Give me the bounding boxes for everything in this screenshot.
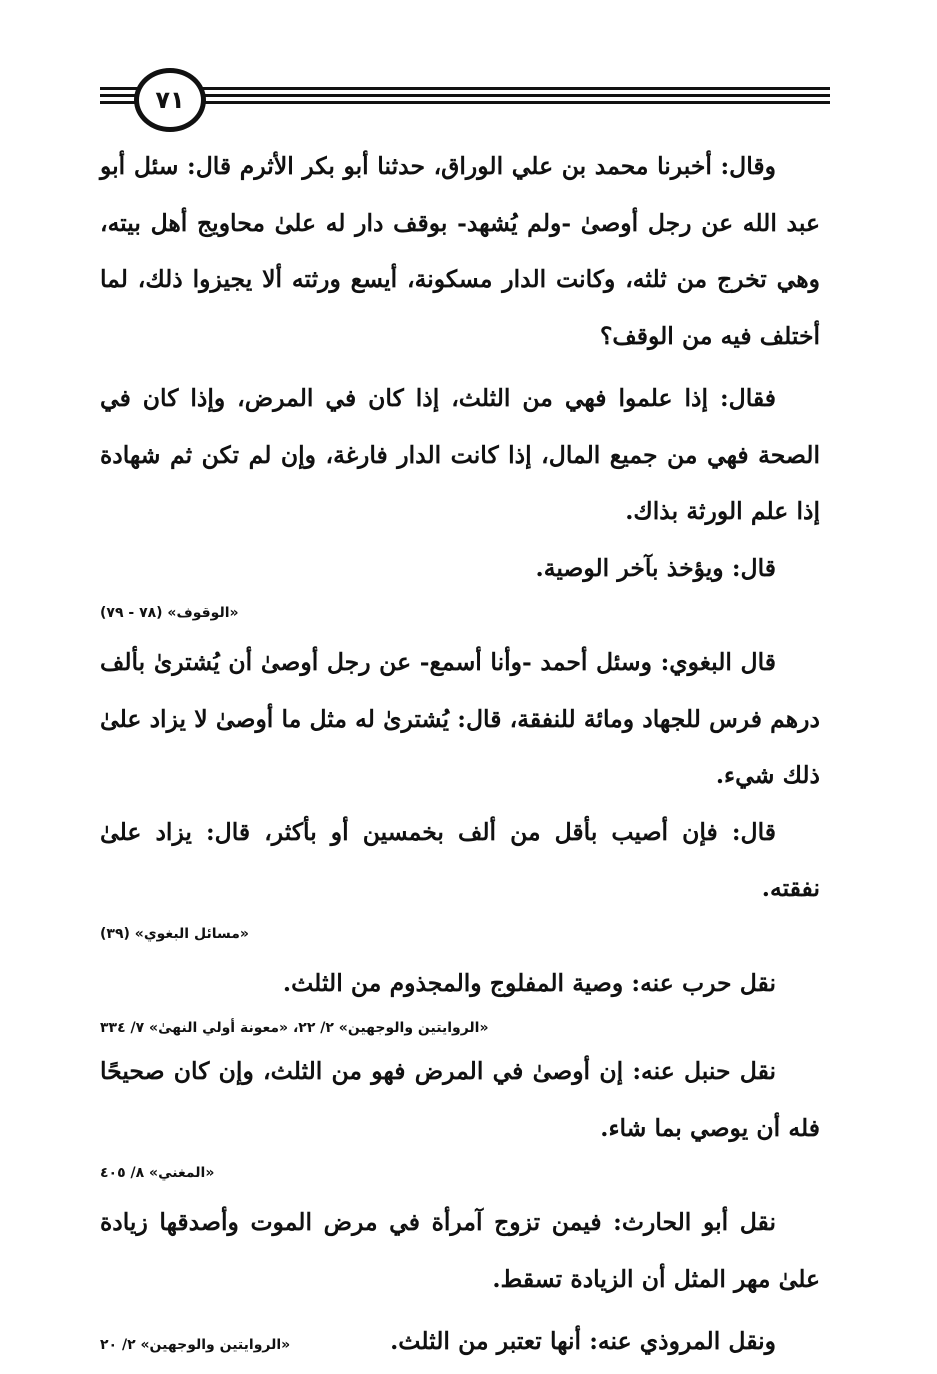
- paragraph-marwazi: [100, 1313, 820, 1374]
- paragraph-text: يزاد علىٰ نفقته.: [100, 817, 820, 902]
- source-citation: «الروايتين والوجهين» ٢/ ٢٢، «معونة أولي النهىٰ» ٧/ ٣٣٤: [100, 1020, 489, 1036]
- paragraph-answer: [100, 370, 820, 540]
- paragraph-baghawi: [100, 634, 820, 804]
- source-citation: «مسائل البغوي» (٣٩): [100, 925, 249, 942]
- paragraph-harb: [100, 955, 820, 1012]
- header-rule-top: [100, 87, 830, 90]
- paragraph-label: قال:: [731, 817, 776, 846]
- paragraph-athram: [100, 138, 820, 364]
- paragraph-text: فإن أصيب بأقل من ألف بخمسين أو بأكثر،: [250, 817, 732, 846]
- page-header: [100, 62, 830, 132]
- header-rule-middle: [100, 94, 830, 97]
- paragraph-abu-harith: [100, 1194, 820, 1307]
- paragraph-text: إذا علموا فهي من الثلث، إذا كان في المرض، وإذا كان في الصحة فهي من جميع المال، إذا كانت الدار فارغة، وإن لم تكن ثم شهادة إذا علم الورثة بذاك.: [100, 384, 820, 525]
- paragraph-text: يُشترىٰ له مثل ما أوصىٰ لا يزاد علىٰ ذلك شيء.: [100, 704, 820, 789]
- paragraph-text: نقل حنبل عنه: إن أوصىٰ في المرض فهو من الثلث، وإن كان صحيحًا فله أن يوصي بما شاء.: [100, 1057, 820, 1142]
- paragraph-label: قال:: [457, 704, 502, 733]
- paragraph-last-will: [100, 540, 820, 597]
- page-number: ٧١: [134, 68, 206, 132]
- paragraph-text: نقل حرب عنه: وصية المفلوج والمجذوم من الثلث.: [282, 968, 776, 997]
- paragraph-text: قال البغوي: وسئل أحمد -وأنا أسمع- عن رجل أوصىٰ أن يُشترىٰ بألف درهم فرس للجهاد ومائة للنفقة،: [100, 648, 820, 733]
- paragraph-text: ونقل المروذي عنه: أنها تعتبر من الثلث.: [390, 1327, 776, 1355]
- page-body: [100, 138, 820, 1374]
- source-citation: «الوقوف» (٧٨ - ٧٩): [100, 605, 239, 621]
- paragraph-hanbal: [100, 1043, 820, 1156]
- paragraph-label: فقال:: [719, 384, 776, 412]
- paragraph-text: ويؤخذ بآخر الوصية.: [535, 553, 732, 582]
- paragraph-text: نقل أبو الحارث: فيمن تزوج آمرأة في مرض الموت وأصدقها زيادة علىٰ مهر المثل أن الزيادة تسقط.: [100, 1208, 820, 1293]
- paragraph-less-price: [100, 804, 820, 917]
- source-citation: «المغني» ٨/ ٤٠٥: [100, 1165, 215, 1181]
- paragraph-label: قال:: [731, 553, 776, 582]
- paragraph-label: قال:: [206, 817, 251, 846]
- header-rule-bottom: [100, 101, 830, 104]
- paragraph-text: وقال: أخبرنا محمد بن علي الوراق، حدثنا أبو بكر الأثرم قال: سئل أبو عبد الله عن رجل أوصىٰ -ولم يُشهد- بوقف دار له علىٰ محاويج أهل بيته، وهي تخرج من ثلثه، وكانت الدار مسكونة، أيسع ورثته ألا يجيزوا ذلك، لما أختلف فيه من الوقف؟: [100, 152, 820, 350]
- source-citation: «الروايتين والوجهين» ٢/ ٢٠: [100, 1337, 291, 1353]
